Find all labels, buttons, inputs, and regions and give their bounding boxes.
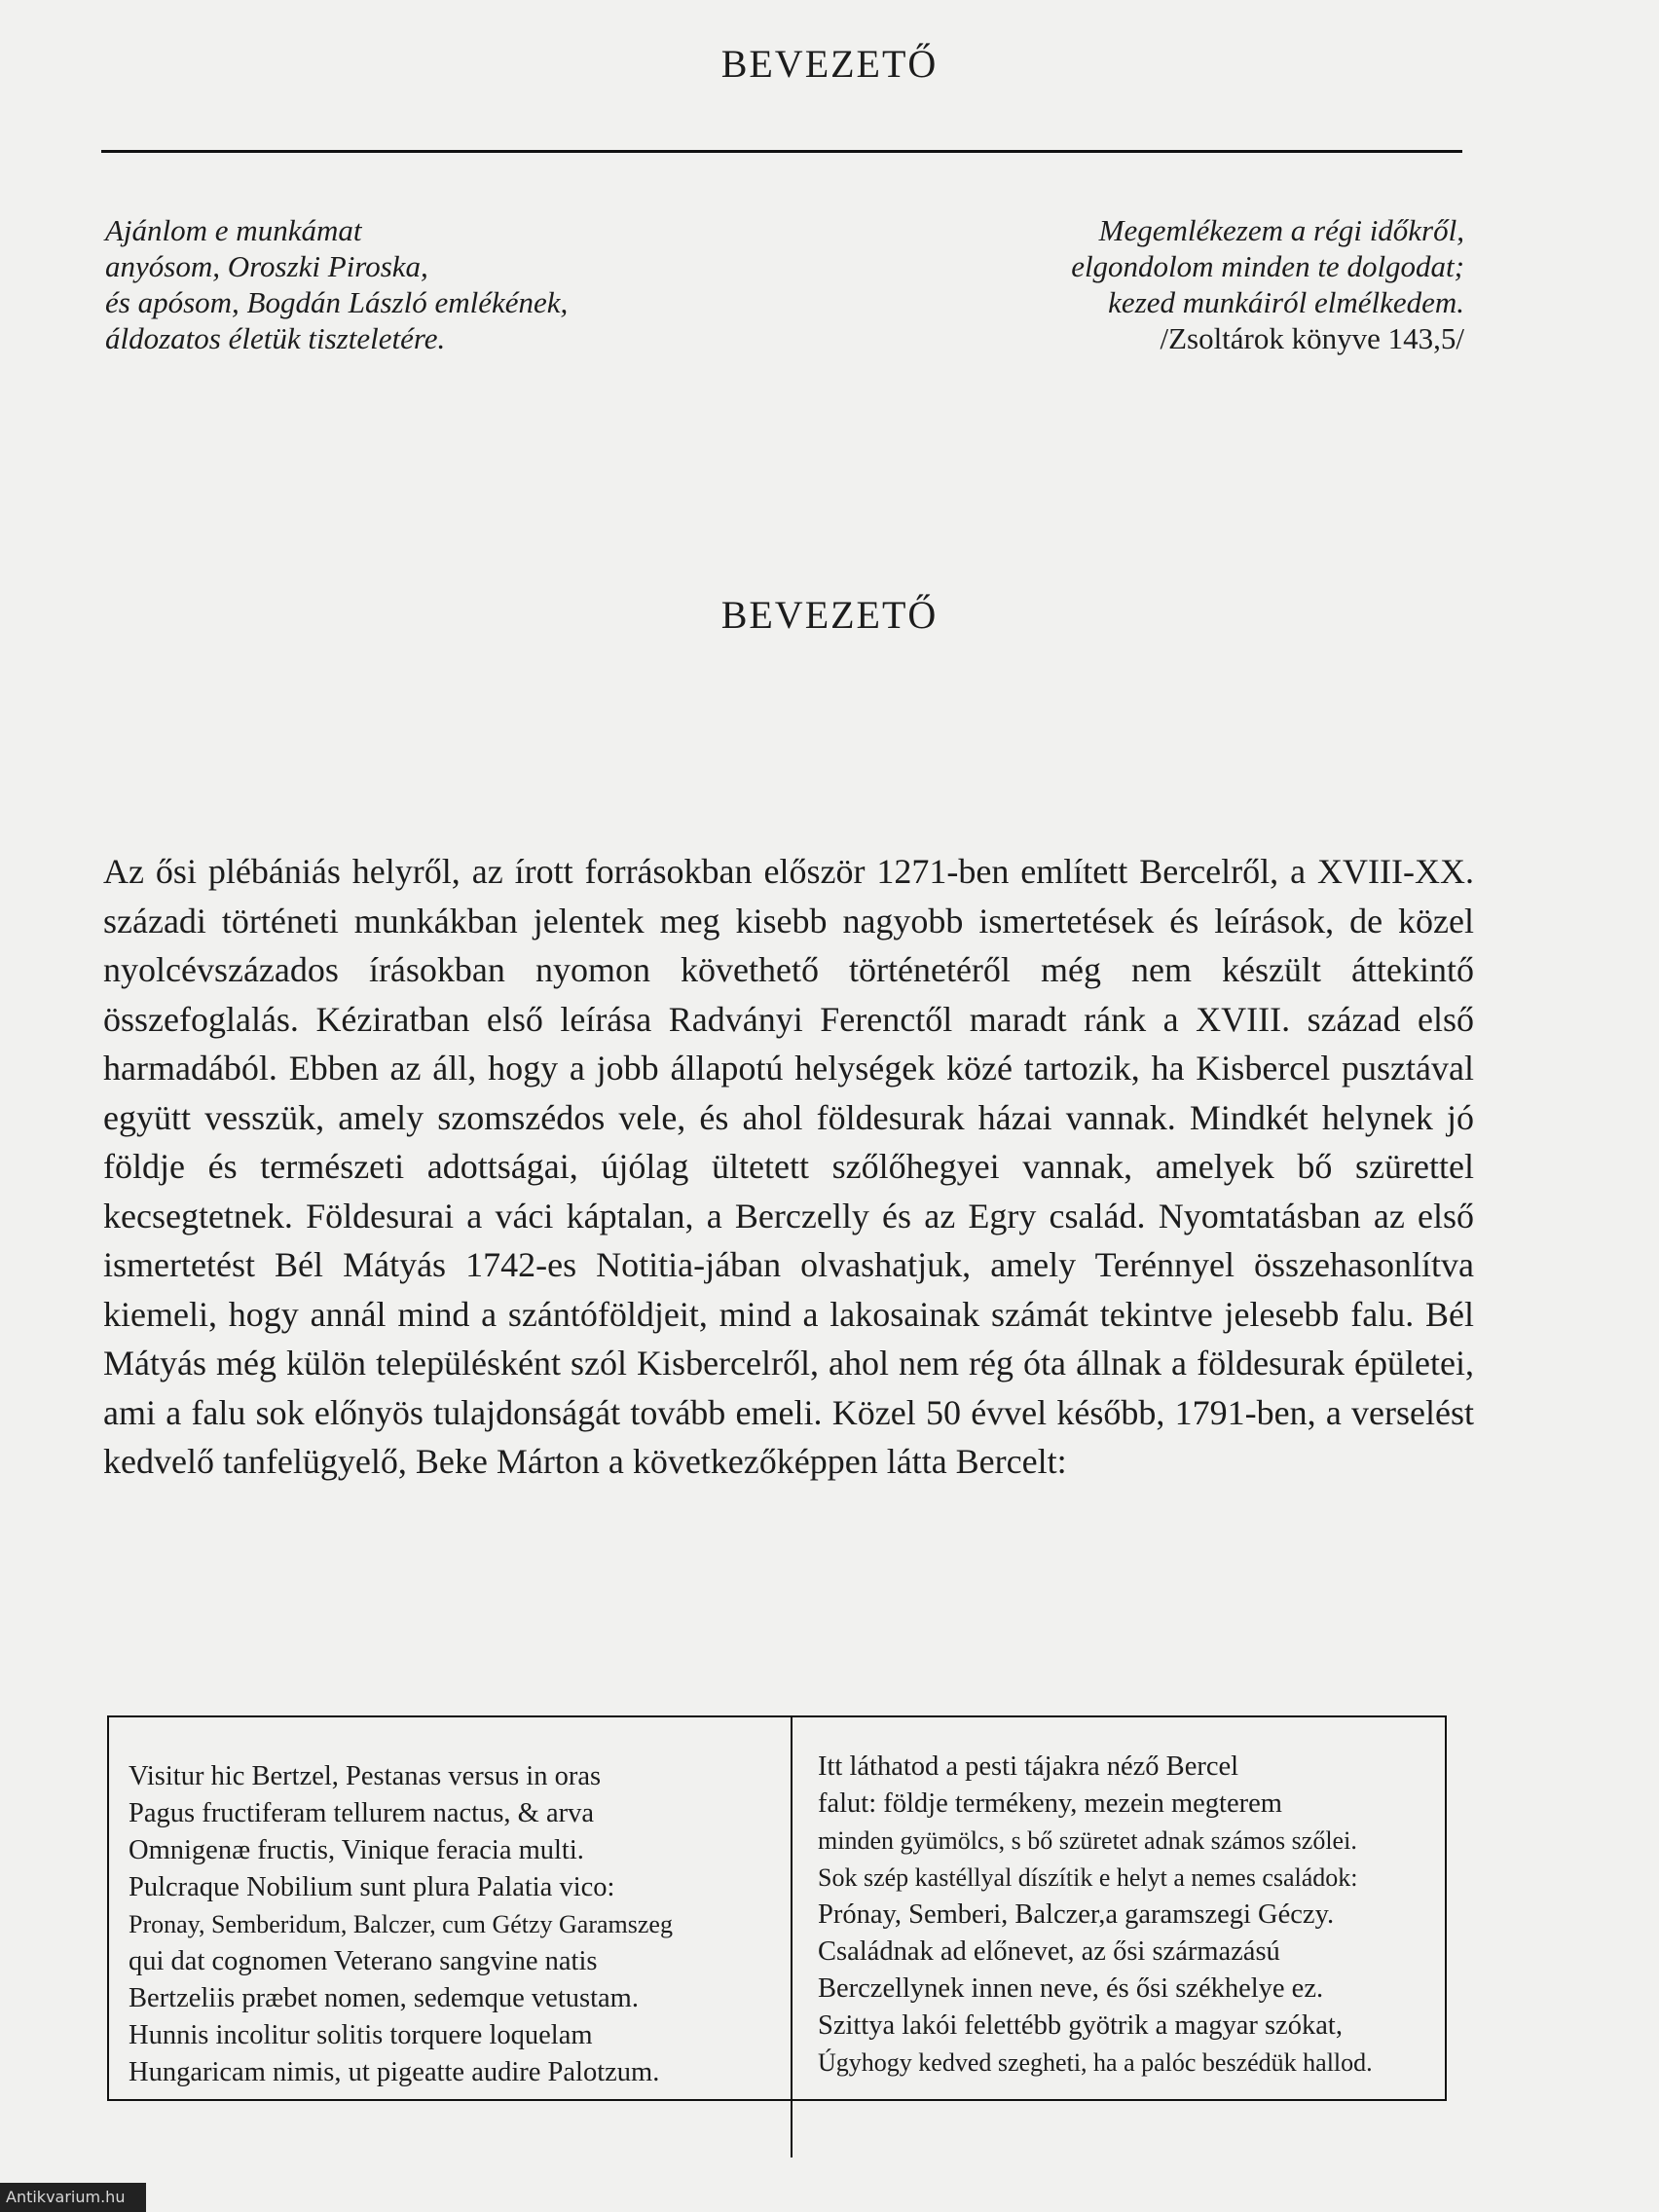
epigraph-source: /Zsoltárok könyve 143,5/ (1160, 321, 1464, 355)
hungarian-line: Prónay, Semberi, Balczer,a garamszegi Géczy. (818, 1899, 1335, 1930)
hungarian-line: falut: földje termékeny, mezein megterem (818, 1788, 1282, 1819)
hungarian-line: Családnak ad előnevet, az ősi származású (818, 1936, 1280, 1967)
epigraph-line: Megemlékezem a régi időkről, (1098, 213, 1464, 247)
latin-line: qui dat cognomen Veterano sangvine natis (129, 1946, 598, 1976)
hungarian-line: Sok szép kastéllyal díszítik e helyt a nemes családok: (818, 1863, 1358, 1892)
epigraph-line: elgondolom minden te dolgodat; (1071, 249, 1464, 283)
latin-line: Hungaricam nimis, ut pigeatte audire Palotzum. (129, 2057, 660, 2087)
dedication-line: anyósom, Oroszki Piroska, (105, 249, 428, 283)
running-title: BEVEZETŐ (720, 42, 939, 86)
dedication-line: áldozatos életük tiszteletére. (105, 321, 446, 355)
hungarian-line: Úgyhogy kedved szegheti, ha a palóc beszédük hallod. (818, 2048, 1373, 2077)
epigraph-line: kezed munkáiról elmélkedem. (1108, 285, 1464, 319)
hungarian-line: Szittya lakói felettébb gyötrik a magyar szókat, (818, 2010, 1343, 2041)
dedication-line: Ajánlom e munkámat (105, 213, 362, 247)
dedication-line: és apósom, Bogdán László emlékének, (105, 285, 569, 319)
latin-line: Pagus fructiferam tellurem nactus, & arva (129, 1798, 594, 1828)
latin-line: Bertzeliis præbet nomen, sedemque vetustam. (129, 1983, 639, 2013)
epigraph (861, 212, 1464, 356)
section-title: BEVEZETŐ (720, 593, 939, 637)
hungarian-line: Itt láthatod a pesti tájakra néző Bercel (818, 1751, 1239, 1782)
column-divider (791, 2099, 793, 2157)
hungarian-poem (793, 1717, 1445, 2099)
hungarian-line: minden gyümölcs, s bő szüretet adnak számos szőlei. (818, 1826, 1357, 1855)
body-paragraph: Az ősi plébániás helyről, az írott forrásokban először 1271-ben említett Bercelről, a XVIII-XX. századi történeti munkákban jelentek meg kisebb nagyobb ismertetések és leírások, de közel nyolcévszázados írásokban nyomon követhető történetéről még nem készült áttekintő összefoglalás. Kéziratban első leírása Radványi Ferenctől maradt ránk a XVIII. század első harmadából. Ebben az áll, hogy a jobb állapotú helységek közé tartozik, ha Kisbercel pusztával együtt vesszük, amely szomszédos vele, és ahol földesurak házai vannak. Mindkét helynek jó földje és természeti adottságai, újólag ültetett szőlőhegyei vannak, amelyek bő szürettel kecsegtetnek. Földesurai a váci káptalan, a Berczelly és az Egry család. Nyomtatásban az első ismertetést Bél Mátyás 1742-es Notitia-jában olvashatjuk, amely Terénnyel összehasonlítva kiemeli, hogy annál mind a szántóföldjeit, mind a lakosainak számát tekintve jelesebb falu. Bél Mátyás még külön településként szól Kisbercelről, ahol nem rég óta állnak a földesurak épületei, ami a falu sok előnyös tulajdonságát tovább emeli. Közel 50 évvel később, 1791-ben, a verselést kedvelő tanfelügyelő, Beke Márton a következőképpen látta Bercelt: (103, 852, 1474, 1481)
latin-line: Pulcraque Nobilium sunt plura Palatia vico: (129, 1872, 615, 1902)
dedication (105, 212, 709, 356)
latin-line: Omnigenæ fructis, Vinique feracia multi. (129, 1835, 584, 1865)
latin-line: Hunnis incolitur solitis torquere loquelam (129, 2020, 593, 2050)
watermark: Antikvarium.hu (0, 2183, 146, 2212)
hungarian-line: Berczellynek innen neve, és ősi székhelye ez. (818, 1973, 1324, 2004)
latin-line: Visitur hic Bertzel, Pestanas versus in oras (129, 1761, 602, 1791)
latin-poem (109, 1717, 793, 2099)
header-rule (101, 150, 1462, 153)
poem-table (107, 1715, 1447, 2101)
latin-line: Pronay, Semberidum, Balczer, cum Gétzy Garamszeg (129, 1910, 673, 1938)
